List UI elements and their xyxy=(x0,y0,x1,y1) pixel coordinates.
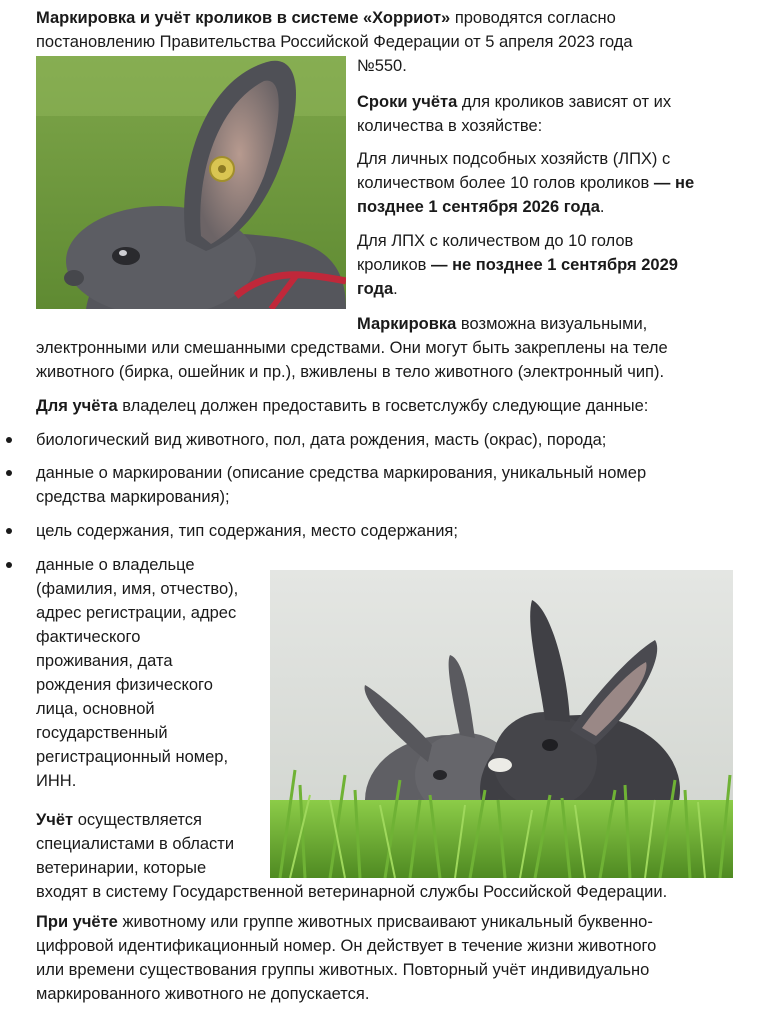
bullet-dot xyxy=(6,470,12,476)
terms-title: Сроки учёта для кроликов зависят от их количества в хозяйстве: xyxy=(357,93,672,135)
rabbit-ear-tag-photo xyxy=(36,56,346,309)
terms-item-over-10: Для личных подсобных хозяйств (ЛПХ) с количеством более 10 голов кроликов — не позднее 1 сентября 2026 года. xyxy=(357,150,695,216)
bullet-dot xyxy=(6,562,12,568)
intro-lead: Маркировка и учёт кроликов в системе «Хорриот» xyxy=(36,9,451,27)
marking-paragraph: электронными или смешанными средствами. Они могут быть закреплены на теле животного (бирка, ошейник и пр.), вживлены в тело животного (электронный чип). xyxy=(36,339,668,381)
registration-paragraph: Учёт осуществляется специалистами в области ветеринарии, которые входят в систему Государственной ветеринарной службы Российской Федерации. xyxy=(36,811,668,901)
intro-law-number: №550. xyxy=(357,57,407,75)
bullet-item-animal: биологический вид животного, пол, дата рождения, масть (окрас), порода; xyxy=(36,431,607,449)
marking-lead: Маркировка возможна визуальными, xyxy=(357,315,648,333)
terms-item-up-to-10: Для ЛПХ с количеством до 10 голов кроликов — не позднее 1 сентября 2029 года. xyxy=(357,232,678,298)
bullet-item-owner: данные о владельце (фамилия, имя, отчество), адрес регистрации, адрес фактического проживания, дата рождения физического лица, основной государственный регистрационный номер, ИНН. xyxy=(36,556,239,790)
assignment-paragraph: При учёте животному или группе животных присваивают уникальный буквенно- цифровой идентификационный номер. Он действует в течение жизни животного или времени существования группы животных. Повторный учёт индивидуально маркированного животного не допускается. xyxy=(36,913,657,1003)
bullet-item-marking: данные о маркировании (описание средства маркирования, уникальный номер средства маркирования); xyxy=(36,464,647,506)
intro-paragraph: Маркировка и учёт кроликов в системе «Хорриот» проводятся согласно постановлению Правительства Российской Федерации от 5 апреля 2023 года xyxy=(36,9,633,51)
bullet-dot xyxy=(6,528,12,534)
bullet-dot xyxy=(6,437,12,443)
bullet-item-purpose: цель содержания, тип содержания, место содержания; xyxy=(36,522,458,540)
owner-data-lead: Для учёта владелец должен предоставить в госветслужбу следующие данные: xyxy=(36,397,649,415)
